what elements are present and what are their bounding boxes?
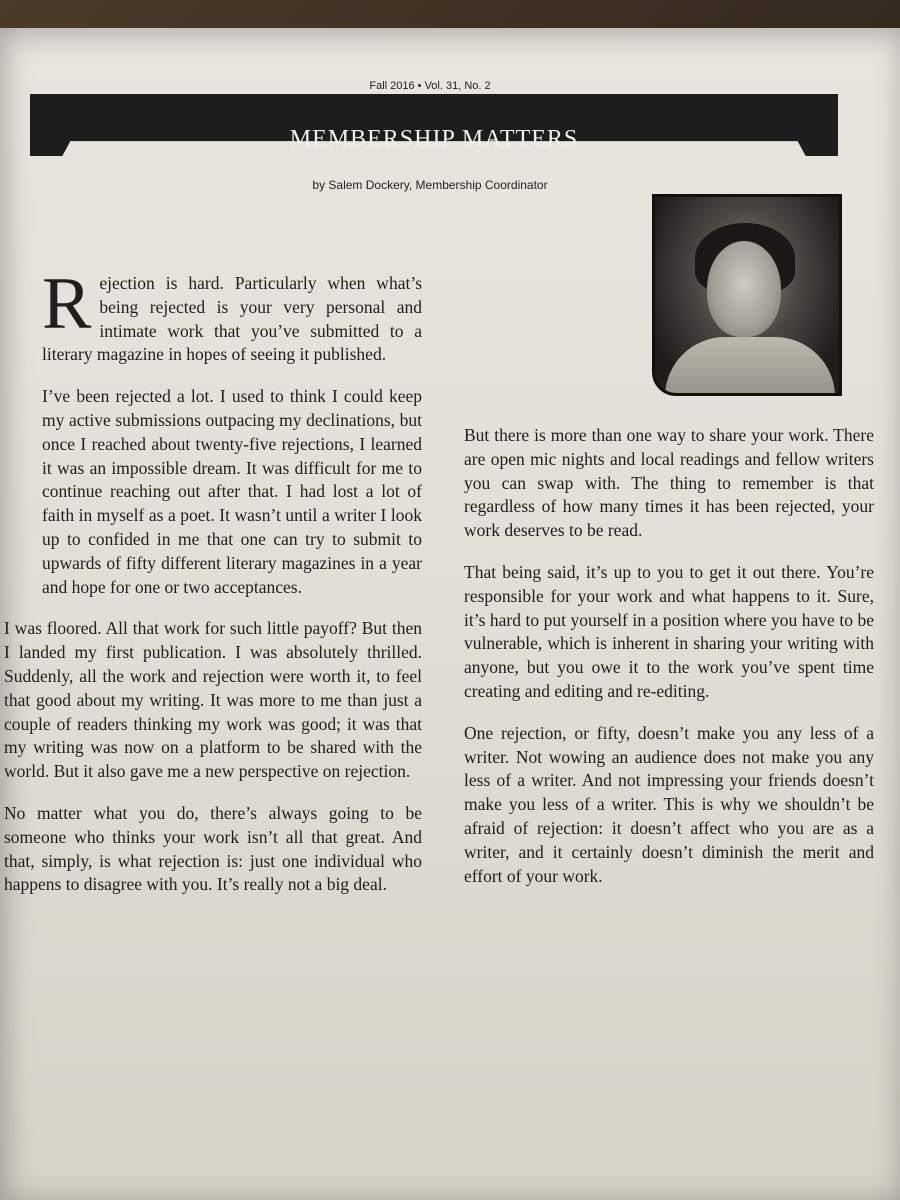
photo-shirt xyxy=(665,337,835,396)
article-title: MEMBERSHIP MATTERS xyxy=(289,126,579,152)
paragraph-3: I was floored. All that work for such little payoff? But then I landed my first publication. I was absolutely thrilled. Suddenly, all the work and rejection were worth it, to feel that good about my writing. It was more to me than just a couple of readers thinking my work was good; it was that my writing was now on a platform to be shared with the world. But it also gave me a new perspective on rejection. xyxy=(4,618,422,782)
drop-cap: R xyxy=(42,263,92,345)
magazine-page xyxy=(0,28,900,1200)
paragraph-4: No matter what you do, there’s always going to be someone who thinks your work isn’t all that great. And that, simply, is what rejection is: just one individual who happens to disagree with you. It’s really not a big deal. xyxy=(4,802,422,895)
photo-face xyxy=(707,241,781,337)
paragraph-7: One rejection, or fifty, doesn’t make you any less of a writer. Not wowing an audience does not make you any less of a writer. And not impressing your friends doesn’t make you less of a writer. This is why we shouldn’t be afraid of rejection: it doesn’t affect who you are as a writer, and it certainly doesn’t diminish the merit and effort of your work. xyxy=(464,722,874,886)
paragraph-1-text: ejection is hard. Particularly when what’s being rejected is your very personal and intimate work that you’ve submitted to a literary magazine in hopes of seeing it published. xyxy=(42,273,422,365)
left-column xyxy=(4,263,422,915)
paragraph-2: I’ve been rejected a lot. I used to think I could keep my active submissions outpacing my declinations, but once I reached about twenty-five rejections, I learned it was an impossible dream. It was difficult for me to continue reaching out after that. I had lost a lot of faith in myself as a poet. It wasn’t until a writer I look up to confided in me that one can try to submit to upwards of fifty different literary magazines in a year and hope for one or two acceptances. xyxy=(42,386,422,597)
paragraph-1 xyxy=(4,263,422,367)
paragraph-5: But there is more than one way to share your work. There are open mic nights and local readings and fellow writers you can swap with. The thing to remember is that regardless of how many times it has been rejected, your work deserves to be read. xyxy=(464,425,874,541)
issue-header: Fall 2016 • Vol. 31, No. 2 xyxy=(369,80,491,92)
byline: by Salem Dockery, Membership Coordinator xyxy=(312,178,548,192)
right-column xyxy=(464,424,874,906)
paragraph-6: That being said, it’s up to you to get it out there. You’re responsible for your work and what happens to it. Sure, it’s hard to put yourself in a position where you have to be vulnerable, which is inherent in sharing your writing with anyone, but you owe it to the work you’ve spent time creating and editing and re-editing. xyxy=(464,561,874,701)
author-photo xyxy=(652,194,842,396)
